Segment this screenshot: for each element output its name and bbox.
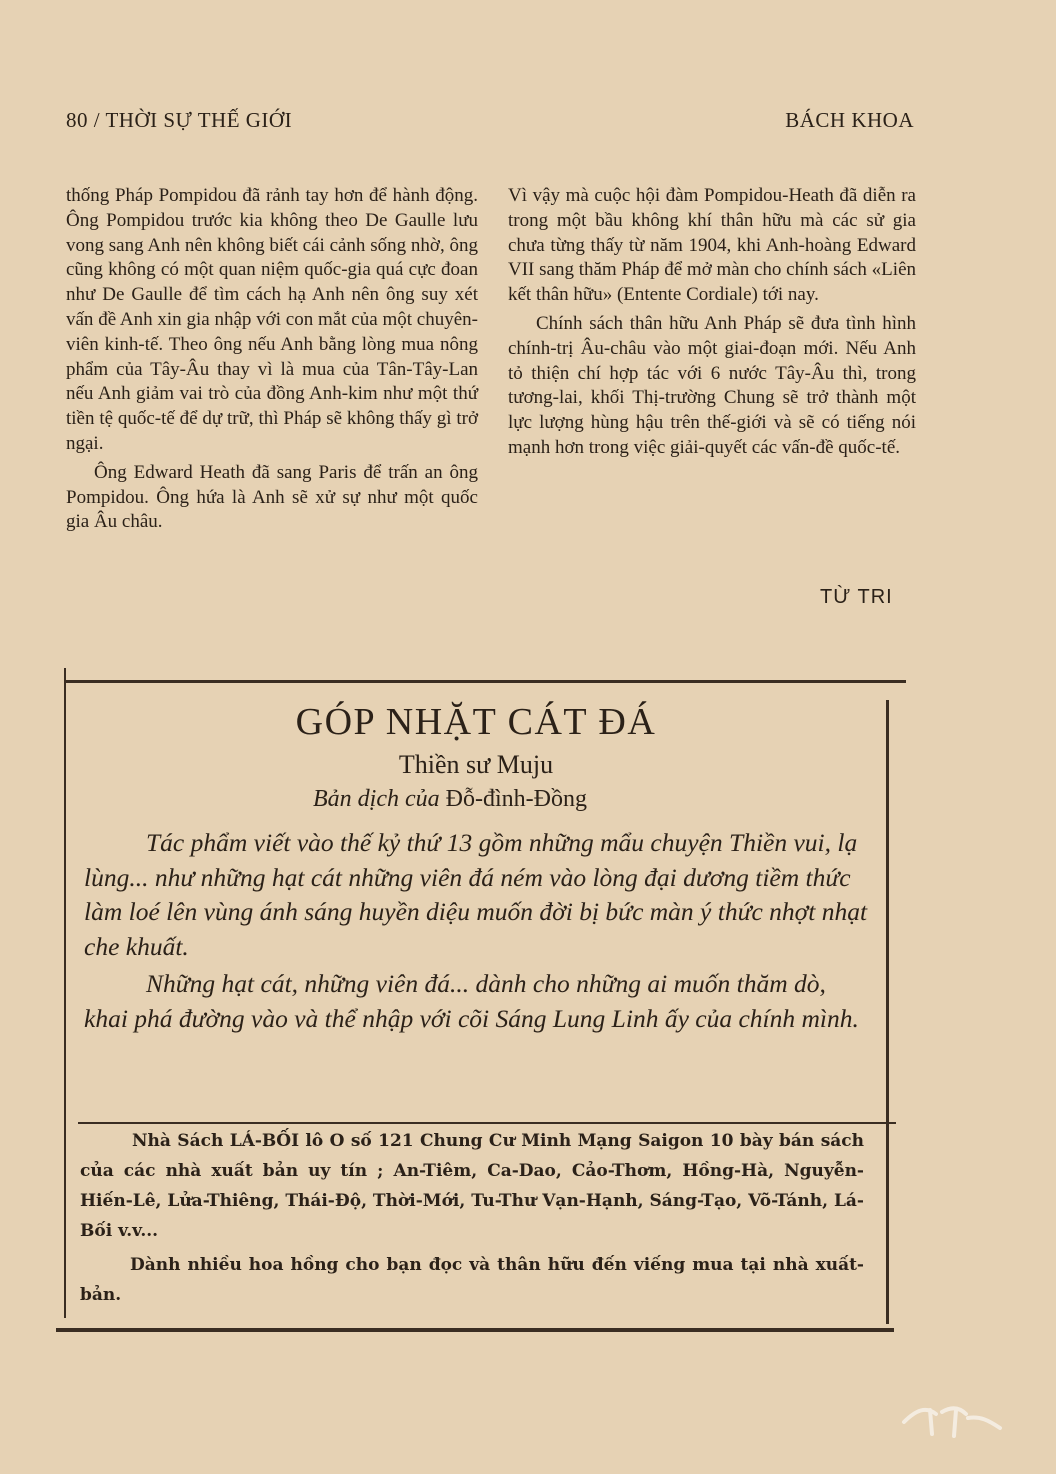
ad-translator-label: Bản dịch của xyxy=(313,786,440,812)
ad-publisher-paragraph: Nhà Sách LÁ-BỐI lô O số 121 Chung Cư Minh Mạng Saigon 10 bày bán sách của các nhà xuất bản uy tín ; An-Tiêm, Ca-Dao, Cảo-Thơm, Hồng-Hà, Nguyễn-Hiến-Lê, Lửa-Thiêng, Thái-Độ, Thời-Mới, Tu-Thư Vạn-Hạnh, Sáng-Tạo, Võ-Tánh, Lá-Bối v.v... xyxy=(80,1131,864,1241)
ad-translator-name: Đỗ-đình-Đồng xyxy=(445,786,587,812)
ad-description-paragraph: Tác phẩm viết vào thế kỷ thứ 13 gồm những mẩu chuyện Thiền vui, lạ lùng... như những hạt cát những viên đá ném vào lòng đại dương tiềm thức làm loé lên vùng ánh sáng huyền diệu muốn đời bị bức màn ý thức nhợt nhạt che khuất. xyxy=(84,828,868,961)
running-header xyxy=(66,108,914,133)
article-column-right xyxy=(508,184,916,461)
ad-divider xyxy=(78,1122,896,1124)
ad-description-paragraph: Những hạt cát, những viên đá... dành cho những ai muốn thăm dò, khai phá đường vào và thể nhập với cõi Sáng Lung Linh ấy của chính mình. xyxy=(84,969,859,1033)
ad-translator-line xyxy=(40,786,860,813)
ad-border-right xyxy=(886,700,889,1324)
ad-book-author: Thiền sư Muju xyxy=(398,750,554,779)
header-section-title: 80 / THỜI SỰ THẾ GIỚI xyxy=(66,108,293,132)
header-magazine-name: BÁCH KHOA xyxy=(785,108,914,132)
article-paragraph: Ông Edward Heath đã sang Paris để trấn an ông Pompidou. Ông hứa là Anh sẽ xử sự như một quốc gia Âu châu. xyxy=(66,461,478,533)
ad-border-bottom xyxy=(56,1328,894,1332)
ad-description xyxy=(84,826,868,1036)
article-paragraph: Chính sách thân hữu Anh Pháp sẽ đưa tình hình chính-trị Âu-châu vào một giai-đoạn mới. Nếu Anh tỏ thiện chí hợp tác với 6 nước Tây-Âu thì, trong tương-lai, khối Thị-trường Chung sẽ trở thành một lực lượng hùng hậu trên thế-giới và sẽ có tiếng nói mạnh hơn trong việc giải-quyết các vấn-đề quốc-tế. xyxy=(508,312,916,458)
ad-book-title: GÓP NHẶT CÁT ĐÁ xyxy=(295,701,657,743)
article-column-left xyxy=(66,184,478,535)
handwritten-mark-icon xyxy=(896,1392,1006,1442)
ad-publisher-info xyxy=(80,1126,864,1310)
article-paragraph: thống Pháp Pompidou đã rảnh tay hơn để hành động. Ông Pompidou trước kia không theo De Gaulle lưu vong sang Anh nên không biết cái cảnh sống nhờ, ông cũng không có một quan niệm quốc-gia quá cực đoan như De Gaulle để tìm cách hạ Anh nên ông suy xét vấn đề Anh xin gia nhập với con mắt của một chuyên-viên kinh-tế. Theo ông nếu Anh bằng lòng mua nông phẩm của Tây-Âu thay vì là mua của Tân-Tây-Lan nếu Anh giảm vai trò của đồng Anh-kim như một thứ tiền tệ quốc-tế để dự trữ, thì Pháp sẽ không thấy gì trở ngại. xyxy=(66,185,478,454)
article-paragraph: Vì vậy mà cuộc hội đàm Pompidou-Heath đã diễn ra trong một bầu không khí thân hữu mà các sử gia chưa từng thấy từ năm 1904, khi Anh-hoàng Edward VII sang thăm Pháp để mở màn cho chính sách «Liên kết thân hữu» (Entente Cordiale) tới nay. xyxy=(508,185,916,306)
ad-border-top xyxy=(64,680,906,683)
article-signature: TỪ TRI xyxy=(820,586,893,608)
ad-publisher-paragraph: Dành nhiều hoa hồng cho bạn đọc và thân hữu đến viếng mua tại nhà xuất-bản. xyxy=(80,1255,864,1305)
